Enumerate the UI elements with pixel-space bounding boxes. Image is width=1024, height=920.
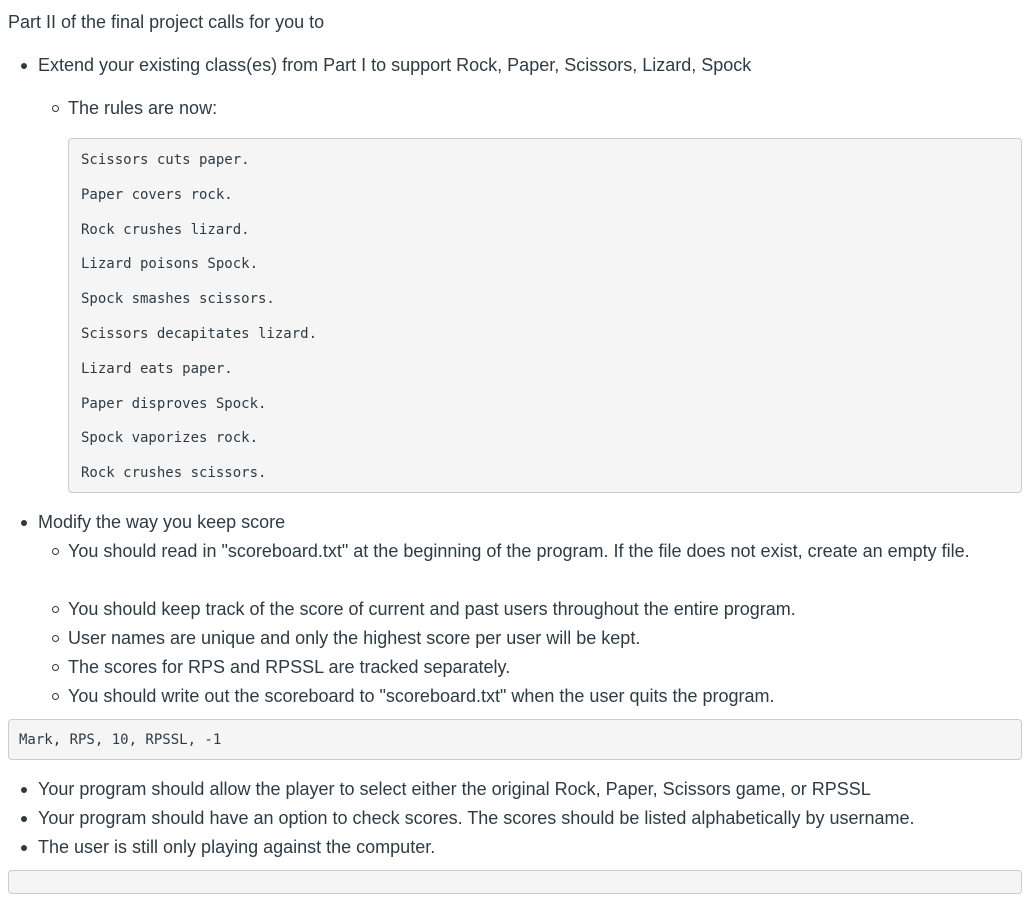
rule-line: Rock crushes scissors. <box>81 465 267 482</box>
rules-code-block <box>68 138 1022 493</box>
score-item: The scores for RPS and RPSSL are tracked separately. <box>68 653 1008 682</box>
bullet-vs-computer: The user is still only playing against the computer. <box>38 837 436 857</box>
score-item: You should keep track of the score of current and past users throughout the entire program. <box>68 595 1008 624</box>
rule-line: Rock crushes lizard. <box>81 221 250 238</box>
rule-line: Lizard poisons Spock. <box>81 256 259 273</box>
rule-line: Scissors cuts paper. <box>81 152 250 168</box>
rule-line: Lizard eats paper. <box>81 360 233 377</box>
intro-text: Part II of the final project calls for you to <box>8 12 325 32</box>
bullet-check-scores: Your program should have an option to check scores. The scores should be listed alphabetically by username. <box>38 808 915 828</box>
bullet-modify-score: Modify the way you keep score <box>38 512 286 532</box>
rule-line: Spock smashes scissors. <box>81 291 275 308</box>
rule-line: Paper covers rock. <box>81 186 233 203</box>
score-item: You should write out the scoreboard to "scoreboard.txt" when the user quits the program. <box>68 682 1008 711</box>
empty-code-block <box>8 870 1022 894</box>
rule-line: Scissors decapitates lizard. <box>81 325 318 342</box>
bullet-extend-classes: Extend your existing class(es) from Part I to support Rock, Paper, Scissors, Lizard, Spock <box>38 55 752 75</box>
score-item: User names are unique and only the highest score per user will be kept. <box>68 624 1008 653</box>
rule-line: Paper disproves Spock. <box>81 395 267 412</box>
score-item: You should read in "scoreboard.txt" at the beginning of the program. If the file does not exist, create an empty file. <box>68 537 1008 566</box>
rule-line: Spock vaporizes rock. <box>81 430 259 447</box>
scoreboard-sample-code: Mark, RPS, 10, RPSSL, -1 <box>8 719 1022 760</box>
rules-intro: The rules are now: <box>68 94 1008 123</box>
bullet-game-select: Your program should allow the player to select either the original Rock, Paper, Scissors game, or RPSSL <box>38 779 871 799</box>
